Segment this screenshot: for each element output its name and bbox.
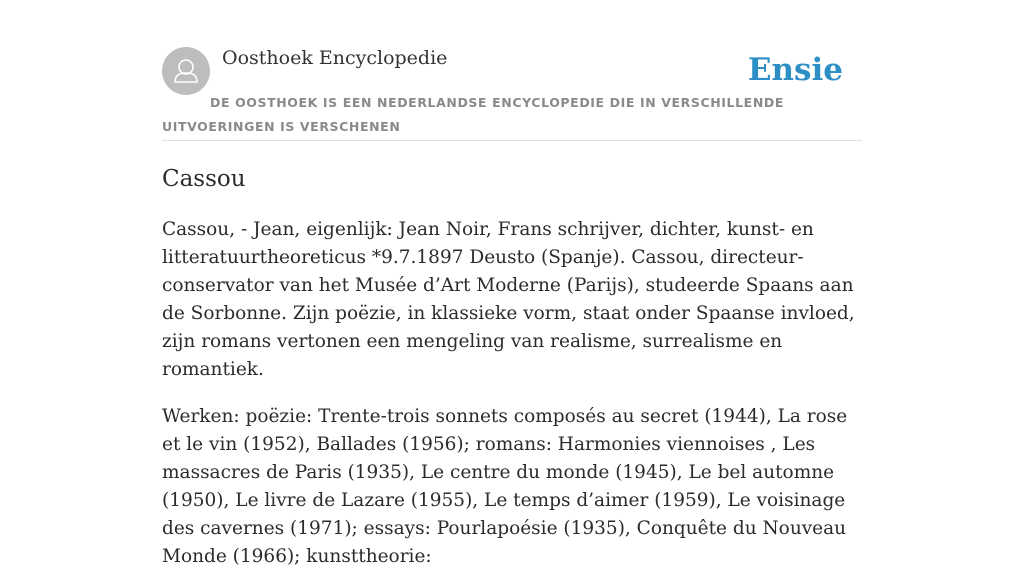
user-icon[interactable] (162, 47, 210, 95)
brand-logo[interactable]: Ensie (747, 52, 843, 88)
site-header (162, 46, 862, 141)
article-paragraph: Werken: poëzie: Trente-trois sonnets composés au secret (1944), La rose et le vin (1952), Ballades (1956); romans: Harmonies viennoises , Les massacres de Paris (1935), Le centre du monde (1945), Le bel automne (1950), Le livre de Lazare (1955), Le temps d’aimer (1959), Le voisinage des cavernes (1971); essays: Pourlapoésie (1935), Conquête du Nouveau Monde (1966); kunsttheorie: (162, 406, 848, 567)
site-name[interactable]: Oosthoek Encyclopedie (222, 47, 448, 69)
site-tagline: DE OOSTHOEK IS EEN NEDERLANDSE ENCYCLOPEDIE DIE IN VERSCHILLENDE UITVOERINGEN IS VERSCHENEN (162, 95, 784, 134)
article-title: Cassou (162, 166, 246, 192)
article-paragraph: Cassou, - Jean, eigenlijk: Jean Noir, Frans schrijver, dichter, kunst- en litteratuurtheoreticus *9.7.1897 Deusto (Spanje). Cassou, directeur-conservator van het Musée d’Art Moderne (Parijs), studeerde Spaans aan de Sorbonne. Zijn poëzie, in klassieke vorm, staat onder Spaanse invloed, zijn romans vertonen een mengeling van realisme, surrealisme en romantiek. (162, 219, 855, 380)
article (162, 163, 862, 571)
